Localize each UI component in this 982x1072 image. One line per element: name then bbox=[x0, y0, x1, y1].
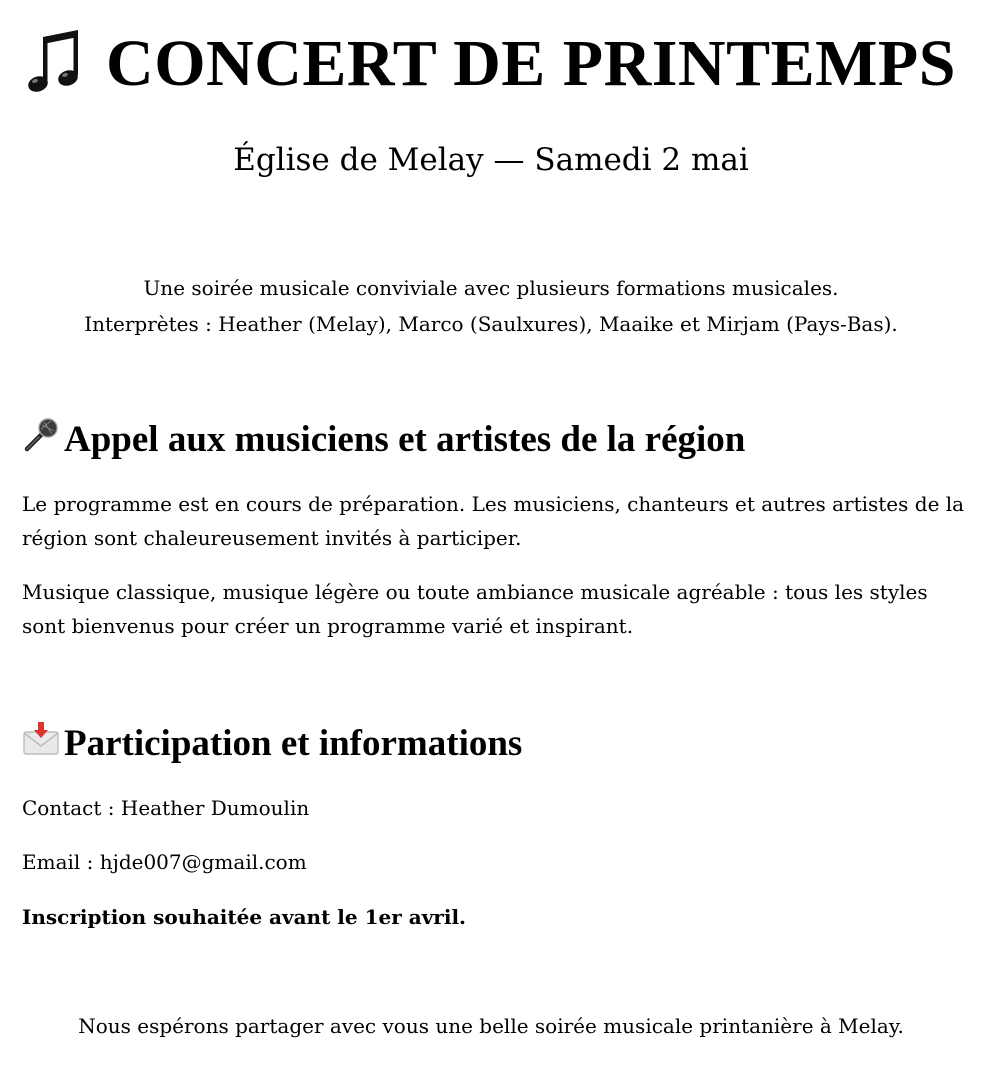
contact-line: Contact : Heather Dumoulin bbox=[22, 796, 310, 820]
section-heading-text: Appel aux musiciens et artistes de la région bbox=[64, 418, 746, 460]
paragraph: Musique classique, musique légère ou toute ambiance musicale agréable : tous les styles sont bienvenus pour créer un programme varié et inspirant. bbox=[22, 580, 928, 638]
intro-line: Interprètes : Heather (Melay), Marco (Saulxures), Maaike et Mirjam (Pays-Bas). bbox=[84, 312, 898, 336]
microphone-icon bbox=[22, 416, 60, 454]
paragraph: Le programme est en cours de préparation. Les musiciens, chanteurs et autres artistes de la région sont chaleureusement invités à participer. bbox=[22, 492, 965, 550]
section-heading-text: Participation et informations bbox=[64, 722, 523, 764]
deadline-line: Inscription souhaitée avant le 1er avril. bbox=[22, 905, 467, 929]
intro-text bbox=[0, 270, 982, 342]
subtitle: Église de Melay — Samedi 2 mai bbox=[233, 142, 749, 178]
page-title bbox=[0, 24, 982, 104]
intro-line: Une soirée musicale conviviale avec plusieurs formations musicales. bbox=[143, 276, 839, 300]
section-heading-call bbox=[22, 417, 745, 461]
envelope-icon bbox=[22, 720, 60, 758]
title-text: CONCERT DE PRINTEMPS bbox=[106, 27, 956, 100]
section-heading-participation bbox=[22, 721, 522, 765]
email-line[interactable]: Email : hjde007@gmail.com bbox=[22, 850, 307, 874]
music-note-icon bbox=[26, 29, 86, 99]
closing-text: Nous espérons partager avec vous une belle soirée musicale printanière à Melay. bbox=[78, 1014, 904, 1038]
